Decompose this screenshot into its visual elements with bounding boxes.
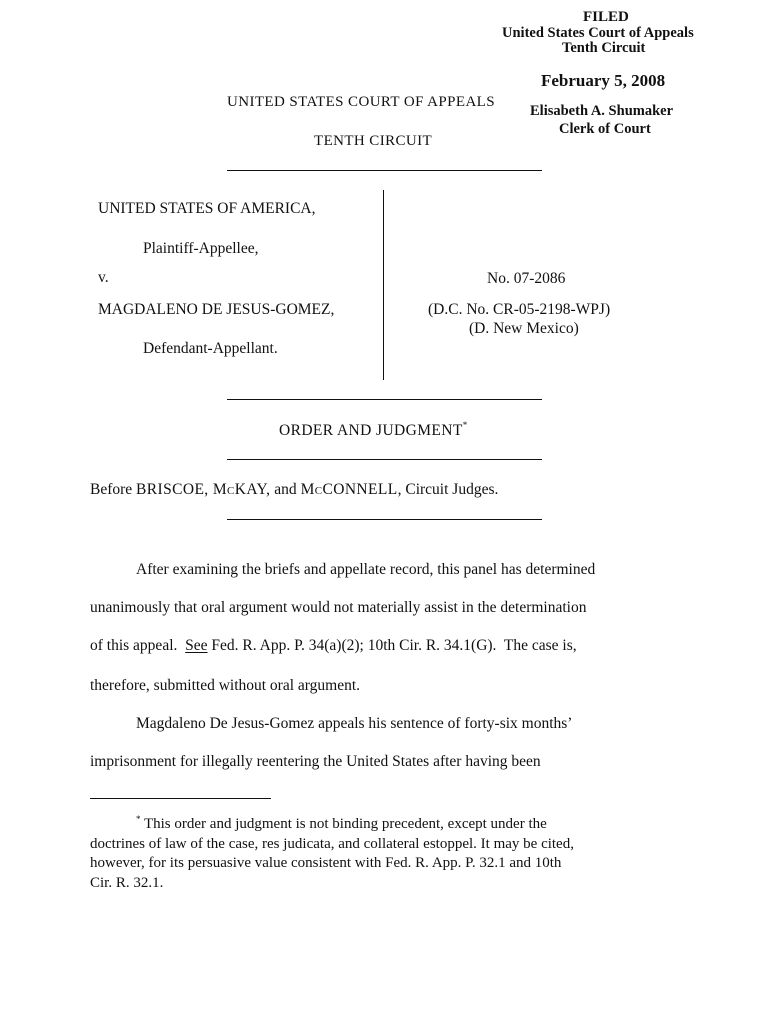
- plaintiff-role: Plaintiff-Appellee,: [143, 240, 259, 257]
- caption-divider: [383, 190, 384, 380]
- panel-rule: [227, 519, 542, 520]
- body-line: After examining the briefs and appellate record, this panel has determined: [136, 561, 596, 578]
- panel-line: [90, 481, 498, 499]
- panel-suffix: , Circuit Judges.: [397, 481, 499, 498]
- plaintiff-name: UNITED STATES OF AMERICA,: [98, 200, 316, 217]
- versus: v.: [98, 269, 109, 286]
- footnote-line: doctrines of law of the case, res judicata, and collateral estoppel. It may be cited,: [90, 836, 574, 852]
- stamp-date: February 5, 2008: [541, 71, 666, 90]
- order-bottom-rule: [227, 459, 542, 460]
- district-court: (D. New Mexico): [469, 320, 579, 337]
- stamp-court: United States Court of Appeals: [502, 25, 694, 41]
- court-heading: UNITED STATES COURT OF APPEALS: [227, 94, 495, 110]
- footnote-line: Cir. R. 32.1.: [90, 875, 164, 891]
- body-line: therefore, submitted without oral argument.: [90, 677, 361, 694]
- body-text: Fed. R. App. P. 34(a)(2); 10th Cir. R. 34.1(G). The case is,: [207, 637, 577, 654]
- footnote-text: This order and judgment is not binding precedent, except under the: [140, 816, 547, 832]
- header-rule: [227, 170, 542, 171]
- order-title: [279, 422, 468, 440]
- stamp-circuit: Tenth Circuit: [562, 40, 646, 56]
- footnote-line: [136, 816, 547, 833]
- defendant-role: Defendant-Appellant.: [143, 340, 278, 357]
- body-line: unanimously that oral argument would not materially assist in the determination: [90, 599, 587, 616]
- judges-second: McCONNELL: [300, 481, 398, 498]
- body-text: of this appeal.: [90, 637, 186, 654]
- stamp-clerk-name: Elisabeth A. Shumaker: [530, 103, 674, 119]
- circuit-heading: TENTH CIRCUIT: [314, 133, 433, 149]
- order-top-rule: [227, 399, 542, 400]
- panel-and: and: [274, 481, 297, 498]
- panel-before: Before: [90, 481, 133, 498]
- body-line: Magdaleno De Jesus-Gomez appeals his sentence of forty-six months’: [136, 715, 573, 732]
- order-title-text: ORDER AND JUDGMENT: [279, 422, 463, 439]
- body-line: [90, 637, 577, 655]
- body-line: imprisonment for illegally reentering the United States after having been: [90, 753, 541, 770]
- defendant-name: MAGDALENO DE JESUS-GOMEZ,: [98, 301, 335, 318]
- see-signal: See: [185, 637, 208, 654]
- stamp-status: FILED: [583, 9, 629, 25]
- footnote-separator: [90, 798, 271, 799]
- district-case-number: (D.C. No. CR-05-2198-WPJ): [428, 301, 611, 318]
- footnote-line: however, for its persuasive value consistent with Fed. R. App. P. 32.1 and 10th: [90, 855, 562, 871]
- stamp-clerk-title: Clerk of Court: [559, 121, 651, 137]
- footnote-ref: *: [462, 420, 468, 430]
- judges-first: BRISCOE, McKAY,: [136, 481, 271, 498]
- footnote-marker: *: [136, 814, 141, 824]
- case-number: No. 07-2086: [487, 270, 566, 287]
